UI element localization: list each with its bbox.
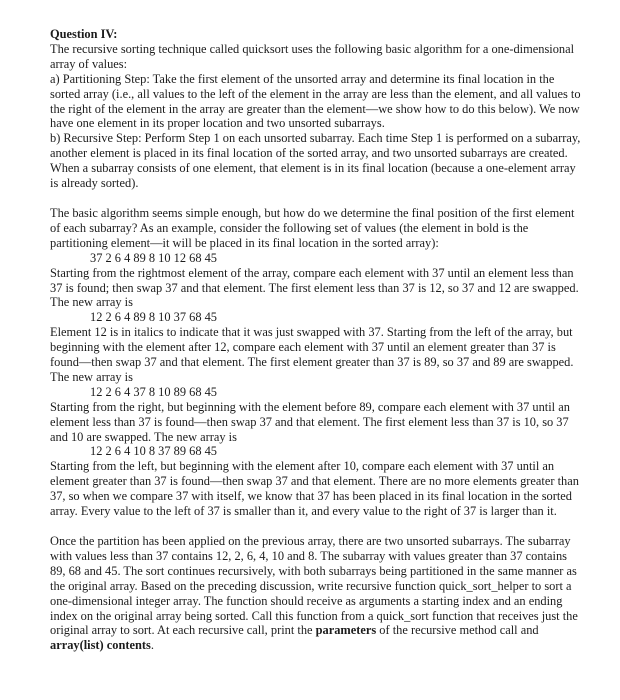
intro-paragraph: The recursive sorting technique called quicksort uses the following basic algorithm for a one-dimensional array of values: <box>50 41 575 71</box>
task-text-mid: of the recursive method call and <box>376 623 539 638</box>
array-after-swap-2: 12 2 6 4 37 8 10 89 68 45 <box>90 384 218 399</box>
array-after-swap-3: 12 2 6 4 10 8 37 89 68 45 <box>90 444 218 459</box>
paragraph-gap <box>50 191 585 206</box>
explanation-paragraph-2: Element 12 is in italics to indicate that it was just swapped with 37. Starting from the left of the array, but beginning with the element after 12, compare each element with 37 until an element greater than 37 is found—then swap 37 and that element. The first element greater than 37 is 89, so 37 and 89 are swapped. The new array is <box>50 325 574 384</box>
document-page <box>50 27 585 653</box>
task-text-end: . <box>150 638 154 653</box>
partitioning-step-paragraph: a) Partitioning Step: Take the first element of the unsorted array and determine its final location in the sorted array (i.e., all values to the left of the element in the array are less than the element, and all values to the right of the element in the array are greater than the element—we show how to do this below). We now have one element in its proper location and two unsorted subarrays. <box>50 71 581 131</box>
explanation-paragraph-1: Starting from the rightmost element of the array, compare each element with 37 until an element less than 37 is found; then swap 37 and that element. The first element less than 37 is 12, so 37 and 12 are swapped. The new array is <box>50 265 579 310</box>
task-paragraph <box>50 534 585 653</box>
question-heading: Question IV: <box>50 27 118 41</box>
task-bold-array-contents: array(list) contents <box>50 638 151 653</box>
task-text: Once the partition has been applied on the previous array, there are two unsorted subarrays. The subarray with values less than 37 contains 12, 2, 6, 4, 10 and 8. The subarray with values greater than 37 contains 89, 68 and 45. The sort continues recursively, with both subarrays being partitioned in the same manner as the original array. Based on the preceding discussion, write recursive function quick_sort_helper to sort a one-dimensional integer array. The function should receive as arguments a starting index and an ending index on the original array being sorted. Call this function from a quick_sort function that receives just the original array to sort. At each recursive call, print the <box>50 534 578 638</box>
paragraph-gap <box>50 519 585 534</box>
example-intro-paragraph: The basic algorithm seems simple enough, but how do we determine the final position of the first element of each subarray? As an example, consider the following set of values (the element in bold is the partitioning element—it will be placed in its final location in the sorted array): <box>50 205 575 250</box>
explanation-paragraph-3: Starting from the right, but beginning with the element before 89, compare each element with 37 until an element less than 37 is found—then swap 37 and that element. The first element less than 37 is 10, so 37 and 10 are swapped. The new array is <box>50 399 570 444</box>
array-after-swap-1: 12 2 6 4 89 8 10 37 68 45 <box>90 310 218 325</box>
recursive-step-paragraph: b) Recursive Step: Perform Step 1 on each unsorted subarray. Each time Step 1 is performed on a subarray, another element is placed in its final location of the sorted array, and two unsorted subarrays are created. When a subarray consists of one element, that element is in its final location (because a one-element array is already sorted). <box>50 131 581 191</box>
explanation-paragraph-4: Starting from the left, but beginning with the element after 10, compare each element with 37 until an element greater than 37 is found—then swap 37 and that element. There are no more elements greater than 37, so when we compare 37 with itself, we know that 37 has been placed in its final location in the sorted array. Every value to the left of 37 is smaller than it, and every value to the right of 37 is larger than it. <box>50 459 579 519</box>
task-bold-parameters: parameters <box>315 623 377 638</box>
array-initial: 37 2 6 4 89 8 10 12 68 45 <box>90 250 218 265</box>
